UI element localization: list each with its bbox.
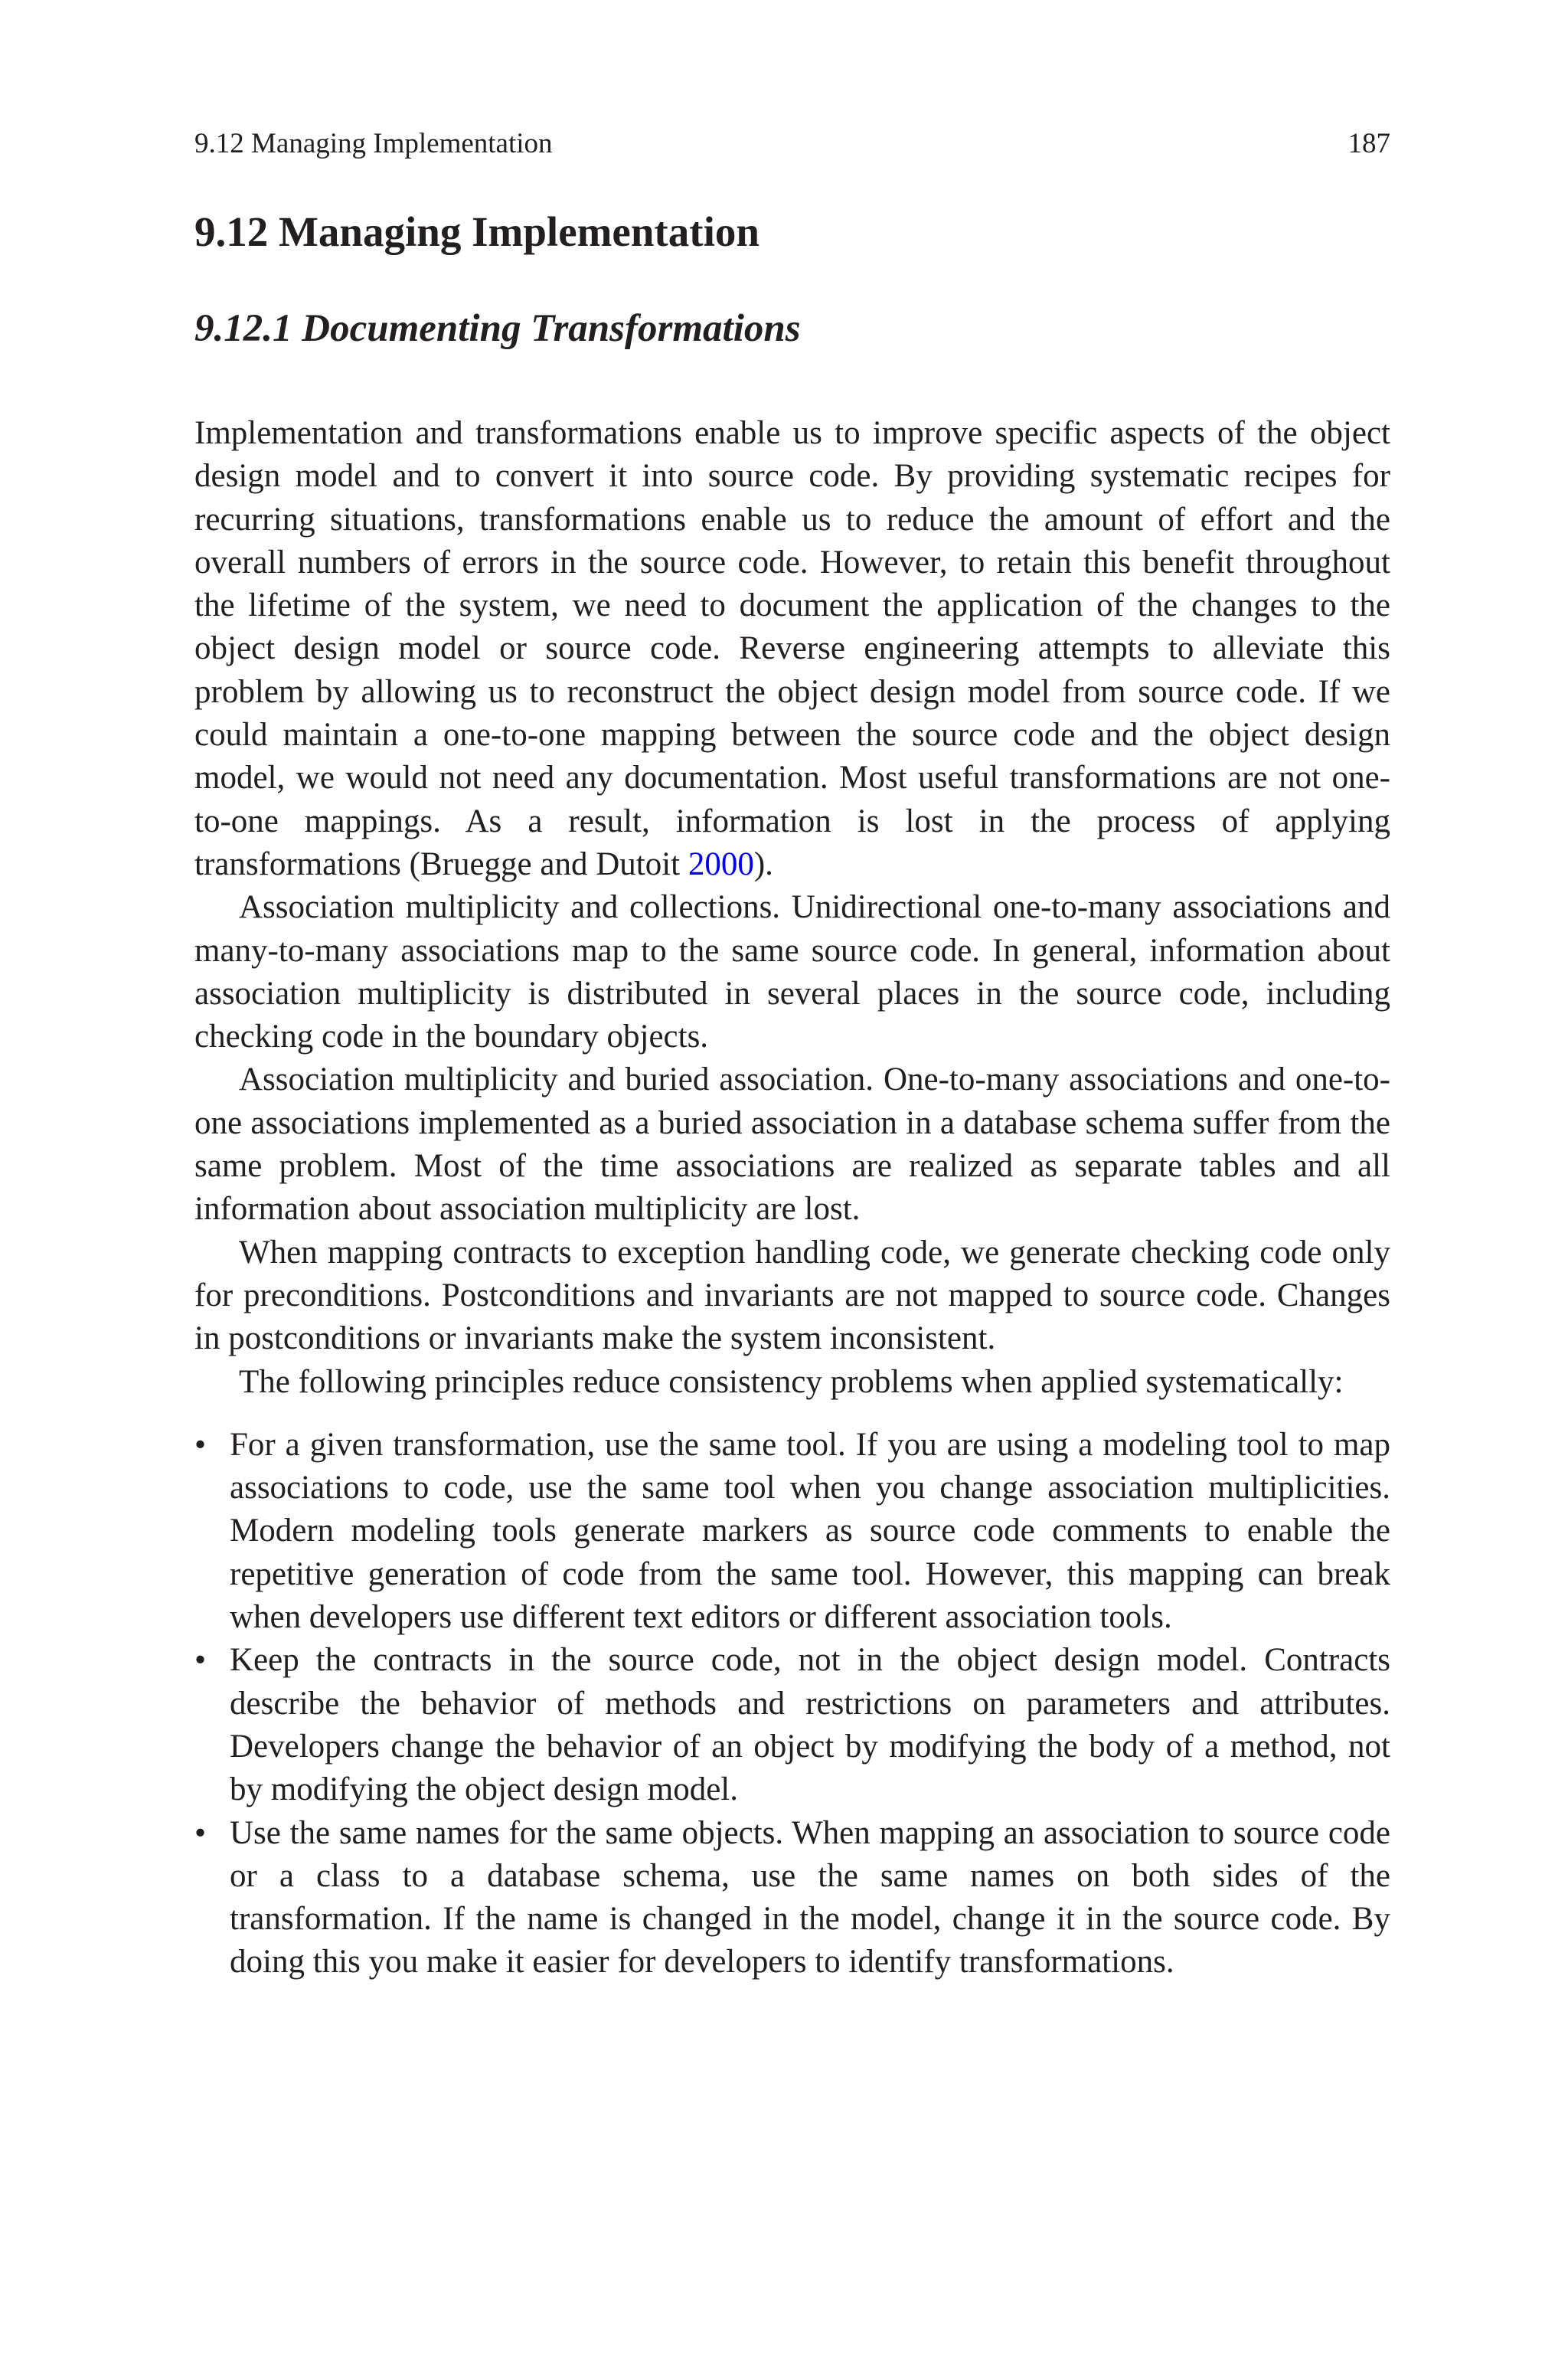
list-item-text: Use the same names for the same objects. When mapping an association to source code or a class to a database schema, use the same names on both sides of the transformation. If the name is changed in the model, change it in the source code. By doing this you make it easier for developers to identify transformations. <box>230 1814 1390 1981</box>
paragraph-2: Association multiplicity and collections. Unidirectional one-to-many associations and many-to-many associations map to the same source code. In general, information about association multiplicity is distributed in several places in the source code, including checking code in the boundary objects. <box>194 889 1390 1055</box>
list-item <box>194 1639 1390 1811</box>
paragraph-5: The following principles reduce consistency problems when applied systematically: <box>239 1363 1344 1400</box>
page-number: 187 <box>1348 128 1390 159</box>
citation-link[interactable]: 2000 <box>688 846 754 882</box>
list-item-text: For a given transformation, use the same tool. If you are using a modeling tool to map associations to code, use the same tool when you change association multiplicities. Modern modeling tools generate markers as source code comments to enable the repetitive generation of code from the same tool. However, this mapping can break when developers use different text editors or different association tools. <box>230 1426 1390 1636</box>
list-item <box>194 1424 1390 1639</box>
running-head-section: 9.12 Managing Implementation <box>194 128 553 159</box>
subsection-title: 9.12.1 Documenting Transformations <box>194 307 801 350</box>
list-item <box>194 1812 1390 1984</box>
paragraph-4: When mapping contracts to exception handling code, we generate checking code only for preconditions. Postconditions and invariants are not mapped to source code. Changes in postconditions or invariants make the system inconsistent. <box>194 1234 1390 1357</box>
paragraph-1 <box>194 412 1390 886</box>
body-text <box>194 412 1390 1984</box>
bullet-icon: • <box>194 1814 207 1851</box>
list-item-text: Keep the contracts in the source code, not in the object design model. Contracts describe the behavior of methods and restrictions on parameters and attributes. Developers change the behavior of an object by modifying the body of a method, not by modifying the object design model. <box>230 1642 1390 1808</box>
paragraph-1-text: Implementation and transformations enable us to improve specific aspects of the object design model and to convert it into source code. By providing systematic recipes for recurring situations, transformations enable us to reduce the amount of effort and the overall numbers of errors in the source code. However, to retain this benefit throughout the lifetime of the system, we need to document the application of the changes to the object design model or source code. Reverse engineering attempts to alleviate this problem by allowing us to reconstruct the object design model from source code. If we could maintain a one-to-one mapping between the source code and the object design model, we would not need any documentation. Most useful transformations are not one-to-one mappings. As a result, information is lost in the process of applying transformations (Bruegge and Dutoit <box>194 415 1390 882</box>
paragraph-3: Association multiplicity and buried association. One-to-many associations and one-to-one associations implemented as a buried association in a database schema suffer from the same problem. Most of the time associations are realized as separate tables and all information about association multiplicity are lost. <box>194 1061 1390 1228</box>
bullet-icon: • <box>194 1426 207 1463</box>
principles-list <box>194 1424 1390 1984</box>
section-title: 9.12 Managing Implementation <box>194 208 760 255</box>
bullet-icon: • <box>194 1642 207 1679</box>
paragraph-1-end: ). <box>753 846 773 882</box>
